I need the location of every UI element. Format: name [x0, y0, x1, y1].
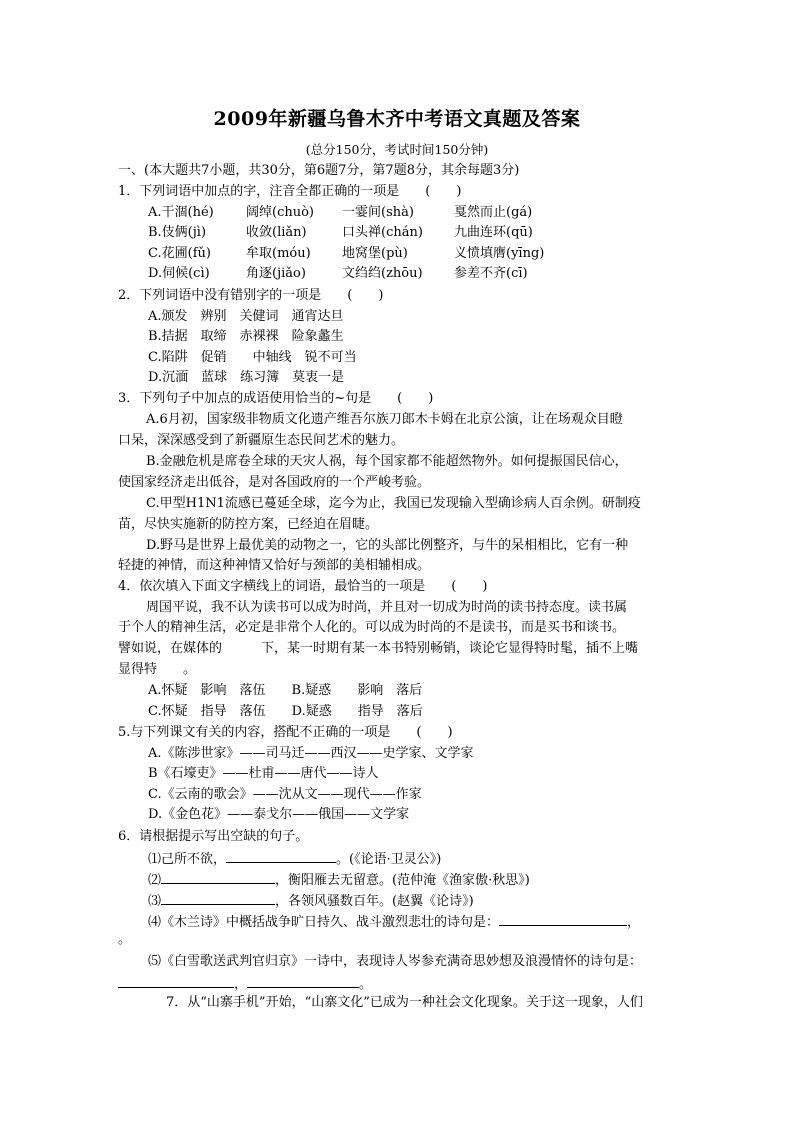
q1-option-a	[148, 204, 532, 222]
option-word: C.花圃(fǔ)	[148, 246, 211, 261]
q4-passage-line1: 周国平说，我不认为读书可以成为时尚，并且对一切成为时尚的读书持态度。读书属	[146, 600, 628, 615]
q6-item-5-continuation	[118, 974, 372, 994]
q5-option-a: A.《陈涉世家》——司马迁——西汉——史学家、文学家	[148, 746, 474, 761]
item-text: ，衡阳雁去无留意。(范仲淹《渔家傲·秋思》)	[275, 873, 530, 888]
q7-stem: 7．从“山寨手机”开始，“山寨文化”已成为一种社会文化现象。关于这一现象，人们	[166, 995, 643, 1010]
q3-option-d-line1: D.野马是世界上最优美的动物之一，它的头部比例整齐，与牛的呆相相比，它有一种	[146, 538, 629, 553]
q1-option-d	[148, 265, 528, 283]
answer-blank[interactable]	[161, 891, 275, 905]
option-word: 牟取(móu)	[246, 246, 311, 261]
answer-blank[interactable]	[161, 870, 275, 884]
q5-stem: 5.与下列课文有关的内容，搭配不正确的一项是 ( )	[118, 725, 453, 740]
option-word: A.干涸(hé)	[148, 205, 214, 220]
q4-passage-line4: 显得特 。	[118, 662, 197, 677]
q3-stem: 3．下列句子中加点的成语使用恰当的~句是 ( )	[118, 391, 434, 406]
option-word: 口头禅(chán)	[342, 225, 423, 240]
item-text: 。(《论语·卫灵公》)	[336, 852, 442, 867]
item-text: ，各领风骚数百年。(赵翼《论诗》)	[275, 894, 474, 909]
answer-blank[interactable]	[226, 849, 336, 863]
q6-item-4	[148, 912, 640, 932]
option-word: 九曲连环(qū)	[454, 225, 533, 240]
q3-option-c-line1: C.甲型H1N1流感已蔓延全球，迄今为止，我国已发现输入型确诊病人百余例。研制疫	[146, 496, 641, 511]
q3-option-b-line2: 使国家经济走出低谷，是对各国政府的一个严峻考验。	[118, 475, 431, 490]
item-text: ⑴己所不欲，	[148, 852, 227, 867]
answer-blank[interactable]	[499, 912, 627, 926]
q1-option-c	[148, 245, 544, 263]
section-header: 一、(本大题共7小题，共30分，第6题7分，第7题8分，其余每题3分)	[118, 163, 520, 178]
q3-option-b-line1: B.金融危机是席卷全球的天灾人祸，每个国家都不能超然物外。如何提振国民信心，	[146, 454, 628, 469]
q4-options-row1: A.怀疑 影响 落伍 B.疑惑 影响 落后	[148, 683, 423, 698]
q6-item-3	[148, 891, 474, 911]
q5-option-b: B《石壕吏》——杜甫——唐代——诗人	[148, 766, 379, 781]
item-text: ，	[234, 977, 248, 992]
q6-item-4-continuation: 。	[118, 932, 132, 947]
q2-option-d: D.沉湎 蓝球 练习簿 莫衷一是	[148, 370, 345, 385]
answer-blank[interactable]	[118, 974, 234, 988]
option-word: B.伎俩(jì)	[148, 225, 207, 240]
item-text: ⑷《木兰诗》中概括战争旷日持久、战斗激烈悲壮的诗句是：	[148, 915, 500, 930]
q4-stem: 4．依次填入下面文字横线上的词语，最恰当的一项是 ( )	[118, 579, 488, 594]
item-text: ，	[627, 915, 641, 930]
q3-option-d-line2: 轻捷的神情，而这种神情又恰好与颈部的美相辅相成。	[118, 558, 431, 573]
q2-option-b: B.拮据 取缔 赤裸裸 险象蠡生	[148, 329, 344, 344]
option-word: 义愤填膺(yīng)	[454, 246, 545, 261]
option-word: 角逐(jiǎo)	[246, 266, 306, 281]
item-text: ⑶	[148, 894, 162, 909]
q5-option-c: C.《云南的歌会》——沈从文——现代——作家	[148, 787, 422, 802]
q6-item-2	[148, 870, 530, 890]
option-word: 收敛(liǎn)	[246, 225, 307, 240]
document-subtitle: (总分150分，考试时间150分钟)	[305, 142, 489, 157]
q2-option-a: A.颁发 辨别 关健词 通宵达旦	[148, 309, 344, 324]
q2-stem: 2．下列词语中没有错别字的一项是 ( )	[118, 288, 384, 303]
q3-option-a-line1: A.6月初，国家级非物质文化遗产维吾尔族刀郎木卡姆在北京公演，让在场观众目瞪	[146, 412, 623, 427]
option-word: 地窝堡(pù)	[342, 246, 408, 261]
q4-passage-line2: 于个人的精神生活，必定是非常个人化的。可以成为时尚的不是读书，而是买书和谈书。	[118, 620, 626, 635]
q6-item-5: ⑸《白雪歌送武判官归京》一诗中，表现诗人岑参充满奇思妙想及浪漫情怀的诗句是：	[148, 954, 643, 969]
option-word: 阔绰(chuò)	[246, 205, 314, 220]
option-word: 文绉绉(zhōu)	[342, 266, 423, 281]
q6-item-1	[148, 849, 441, 869]
answer-blank[interactable]	[247, 974, 359, 988]
item-text: ⑵	[148, 873, 162, 888]
option-word: 一霎间(shà)	[342, 205, 414, 220]
option-word: 参差不齐(cī)	[454, 266, 528, 281]
q1-option-b	[148, 224, 533, 242]
item-text: 。	[359, 977, 373, 992]
document-title: 2009年新疆乌鲁木齐中考语文真题及答案	[213, 108, 581, 130]
q3-option-c-line2: 苗，尽快实施新的防控方案，已经迫在眉睫。	[118, 517, 379, 532]
q6-stem: 6．请根据提示写出空缺的句子。	[118, 829, 309, 844]
q5-option-d: D.《金色花》——泰戈尔——俄国——文学家	[148, 807, 410, 822]
option-word: D.伺候(cì)	[148, 266, 210, 281]
q2-option-c: C.陷阱 促销 中轴线 锐不可当	[148, 350, 357, 365]
q1-stem: 1．下列词语中加点的字，注音全都正确的一项是 ( )	[118, 184, 462, 199]
q3-option-a-line2: 口呆，深深感受到了新疆原生态民间艺术的魅力。	[118, 433, 405, 448]
q4-options-row2: C.怀疑 指导 落伍 D.疑惑 指导 落后	[148, 704, 423, 719]
option-word: 戛然而止(gá)	[454, 205, 533, 220]
q4-passage-line3: 譬如说，在媒体的 下，某一时期有某一本书特别畅销，谈论它显得特时髦，插不上嘴	[118, 641, 639, 656]
